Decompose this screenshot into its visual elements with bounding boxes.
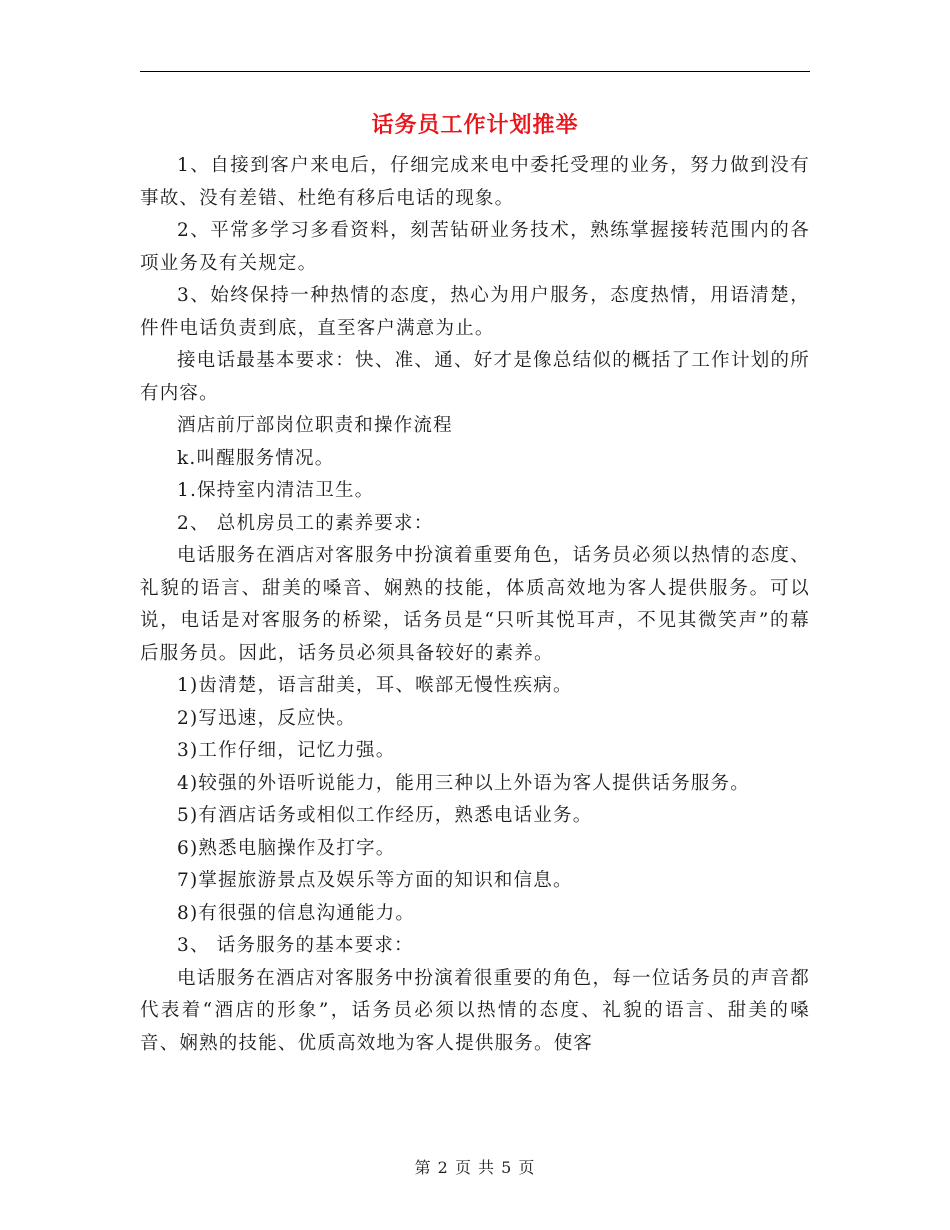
paragraph-16: 7)掌握旅游景点及娱乐等方面的知识和信息。 bbox=[177, 870, 573, 891]
paragraph-19: 电话服务在酒店对客服务中扮演着很重要的角色，每一位话务员的声音都代表着“酒店的形象”，话务员必须以热情的态度、礼貌的语言、甜美的嗓音、娴熟的技能、优质高效地为客人提供服务。使客 bbox=[140, 967, 810, 1054]
paragraph-14: 5)有酒店话务或相似工作经历，熟悉电话业务。 bbox=[177, 805, 593, 826]
page-number-footer: 第 2 页 共 5 页 bbox=[414, 1158, 536, 1177]
paragraph-13: 4)较强的外语听说能力，能用三种以上外语为客人提供话务服务。 bbox=[177, 772, 750, 794]
paragraph-17: 8)有很强的信息沟通能力。 bbox=[177, 902, 416, 924]
paragraph-7: 1.保持室内清洁卫生。 bbox=[177, 480, 375, 501]
paragraph-2: 2、平常多学习多看资料，刻苦钻研业务技术，熟练掌握接转范围内的各项业务及有关规定。 bbox=[140, 220, 810, 274]
paragraph-5: 酒店前厅部岗位职责和操作流程 bbox=[177, 415, 453, 436]
paragraph-4: 接电话最基本要求：快、准、通、好才是像总结似的概括了工作计划的所有内容。 bbox=[140, 350, 810, 404]
paragraph-10: 1)齿清楚，语言甜美，耳、喉部无慢性疾病。 bbox=[177, 675, 573, 696]
paragraph-12: 3)工作仔细，记忆力强。 bbox=[177, 740, 396, 761]
paragraph-15: 6)熟悉电脑操作及打字。 bbox=[177, 837, 396, 859]
document-title: 话务员工作计划推举 bbox=[371, 112, 579, 138]
paragraph-6: k.叫醒服务情况。 bbox=[177, 447, 335, 469]
paragraph-1: 1、自接到客户来电后，仔细完成来电中委托受理的业务，努力做到没有事故、没有差错、杜绝有移后电话的现象。 bbox=[140, 155, 810, 209]
paragraph-11: 2)写迅速，反应快。 bbox=[177, 707, 356, 729]
document-body bbox=[140, 150, 810, 1060]
paragraph-18: 3、 话务服务的基本要求： bbox=[177, 935, 414, 956]
paragraph-8: 2、 总机房员工的素养要求： bbox=[177, 512, 434, 534]
paragraph-9: 电话服务在酒店对客服务中扮演着重要角色，话务员必须以热情的态度、礼貌的语言、甜美的嗓音、娴熟的技能，体质高效地为客人提供服务。可以说，电话是对客服务的桥梁，话务员是“只听其悦耳声，不见其微笑声”的幕后服务员。因此，话务员必须具备较好的素养。 bbox=[140, 545, 810, 664]
paragraph-3: 3、始终保持一种热情的态度，热心为用户服务，态度热情，用语清楚，件件电话负责到底，直至客户满意为止。 bbox=[140, 285, 810, 339]
header-rule bbox=[140, 71, 810, 72]
